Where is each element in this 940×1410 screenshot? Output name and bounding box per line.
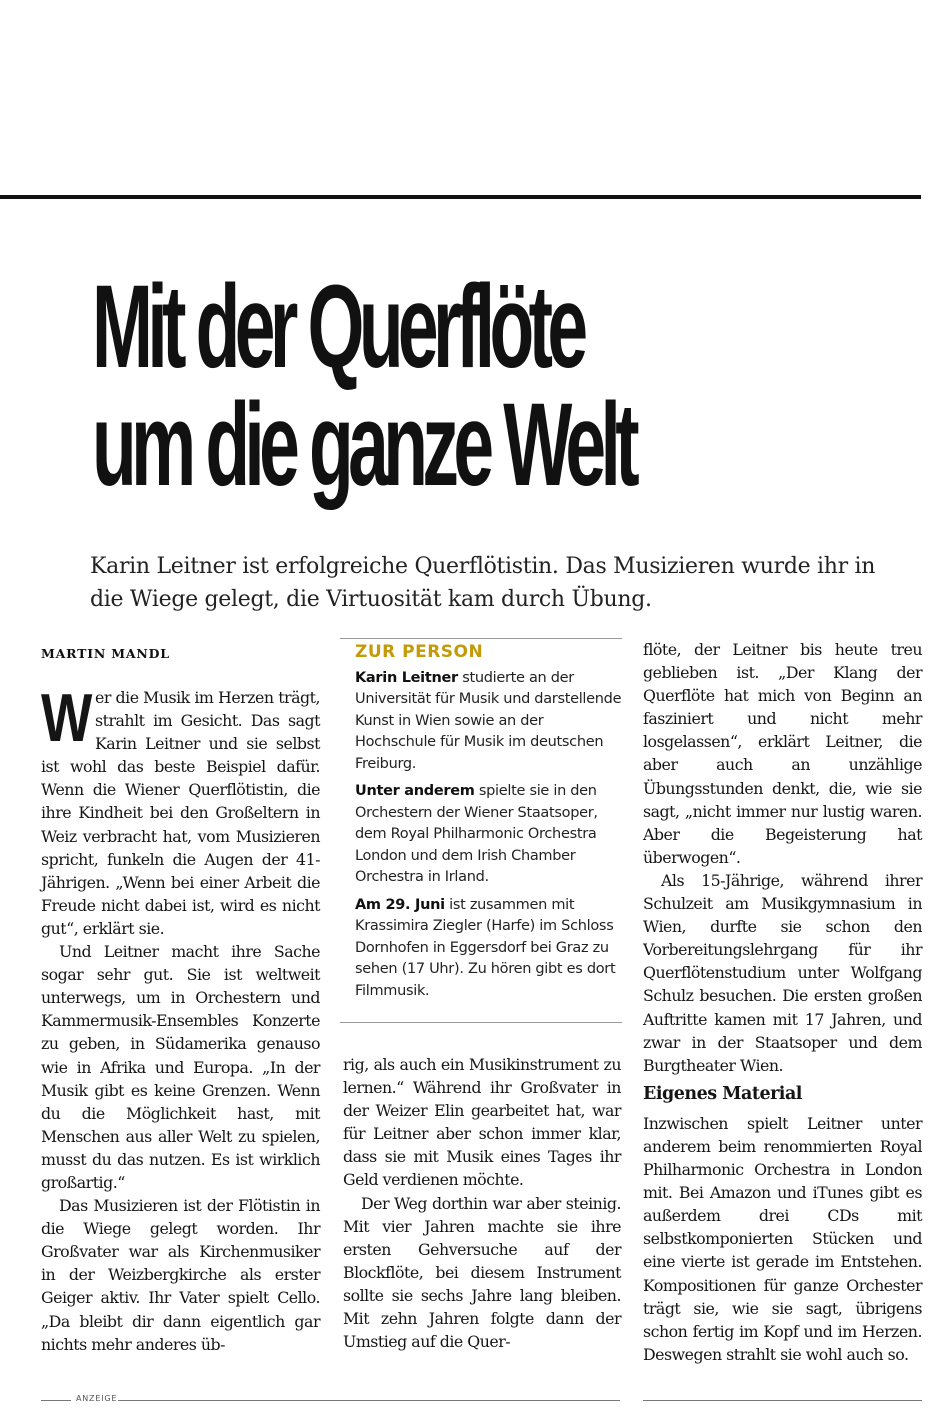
footer-rule-left <box>41 1400 71 1401</box>
info-box-item <box>355 781 622 889</box>
paragraph-text: er die Musik im Herzen trägt, strahlt im Gesicht. Das sagt Karin Leitner und sie selbst ist wohl das beste Beispiel dafür. Wenn die Wiener Querflötistin, die ihre Kindheit bei den Großeltern in Weiz verbracht hat, vom Musizieren spricht, funkeln die Augen der 41-Jährigen. „Wenn bei einer Arbeit die Freude nicht dabei ist, wird es nicht gut“, erklärt sie. <box>41 688 320 938</box>
info-box-title: ZUR PERSON <box>355 642 484 662</box>
paragraph: Inzwischen spielt Leitner unter anderem beim renommierten Royal Philharmonic Orchestra in London mit. Bei Amazon und iTunes gibt es außerdem drei CDs mit selbstkomponierten Stücken und eine vierte ist gerade im Entstehen. Kompositionen für ganze Orchester trägt sie, wie sie sagt, übrigens schon fertig im Kopf und im Herzen. Deswegen strahlt sie wohl auch so. <box>643 1113 922 1364</box>
info-box-item <box>355 668 622 776</box>
paragraph: Der Weg dorthin war aber steinig. Mit vier Jahren machte sie ihre ersten Gehversuche auf der Blockflöte, bei diesem Instrument sollte sie sechs Jahre lang bleiben. Mit zehn Jahren folgte dann der Umstieg auf die Quer- <box>343 1193 621 1352</box>
info-box-text: studierte an der Universität für Musik und darstellende Kunst in Wien sowie an der Hochschule für Musik im deutschen Freiburg. <box>355 669 622 772</box>
paragraph: Das Musizieren ist der Flötistin in die Wiege gelegt worden. Ihr Großvater war als Kirchenmusiker in der Weizbergkirche als erster Geiger aktiv. Ihr Vater spielt Cello. „Da bleibt dir dann eigentlich gar nichts mehr anderes üb- <box>41 1196 320 1354</box>
byline: MARTIN MANDL <box>41 646 170 661</box>
paragraph: Als 15-Jährige, während ihrer Schulzeit am Musikgymnasium in Wien, durfte sie schon den Vorbereitungslehrgang für ihr Querflötenstudium unter Wolfgang Schulz besuchen. Die ersten großen Auftritte kamen mit 17 Jahren, und zwar in der Staatsoper und dem Burgtheater Wien. <box>643 870 922 1075</box>
paragraph: flöte, der Leitner bis heute treu geblieben ist. „Der Klang der Querflöte hat mich von Beginn an fasziniert und nicht mehr losgelassen“, erklärt Leitner, die aber auch an unzählige Übungsstunden denkt, die, wie sie sagt, „nicht immer nur lustig waren. Aber die Begeisterung hat überwogen“. <box>643 640 922 867</box>
headline-line-2: um die ganze Welt <box>92 379 635 511</box>
info-box-text: spielte sie in den Orchestern der Wiener Staatsoper, dem Royal Philharmonic Orchestra London und dem Irish Chamber Orchestra in Irland. <box>355 783 598 885</box>
info-box-lead: Unter anderem <box>355 783 475 799</box>
ad-label: ANZEIGE <box>76 1394 118 1403</box>
info-box-person <box>340 638 622 1023</box>
footer-rule-mid <box>118 1400 620 1401</box>
paragraph: rig, als auch ein Musikinstrument zu lernen.“ Während ihr Großvater in der Weizer Elin gearbeitet hat, war für Leitner aber schon immer klar, dass sie mit Musik eines Tages ihr Geld verdienen möchte. <box>343 1055 621 1190</box>
paragraph: Und Leitner macht ihre Sache sogar sehr gut. Sie ist weltweit unterwegs, um in Orchestern und Kammermusik-Ensembles Konzerte zu geben, in Südamerika genauso wie in Afrika und Europa. „In der Musik gibt es keine Grenzen. Wenn du die Möglichkeit hast, mit Menschen aus aller Welt zu spielen, musst du das nutzen. Es ist wirklich großartig.“ <box>41 942 320 1192</box>
info-box-item <box>355 895 622 1003</box>
article-column-2 <box>343 1053 621 1353</box>
article-column-3 <box>643 638 922 1366</box>
article-column-1 <box>41 680 320 1356</box>
subheading: Eigenes Material <box>643 1083 802 1104</box>
standfirst: Karin Leitner ist erfolgreiche Querflötistin. Das Musizieren wurde ihr in die Wiege gelegt, die Virtuosität kam durch Übung. <box>90 554 876 612</box>
footer-rule-right <box>643 1400 922 1401</box>
info-box-lead: Am 29. Juni <box>355 896 445 913</box>
headline <box>92 261 635 511</box>
info-box-lead: Karin Leitner <box>355 669 458 686</box>
paragraph <box>41 680 320 940</box>
top-rule <box>0 195 921 199</box>
info-box-text: ist zusammen mit Krassimira Ziegler (Harfe) im Schloss Dornhofen in Eggersdorf bei Graz zu sehen (17 Uhr). Zu hören gibt es dort Filmmusik. <box>355 896 616 999</box>
headline-line-1: Mit der Querflöte <box>92 261 583 393</box>
drop-cap: W <box>41 680 92 756</box>
